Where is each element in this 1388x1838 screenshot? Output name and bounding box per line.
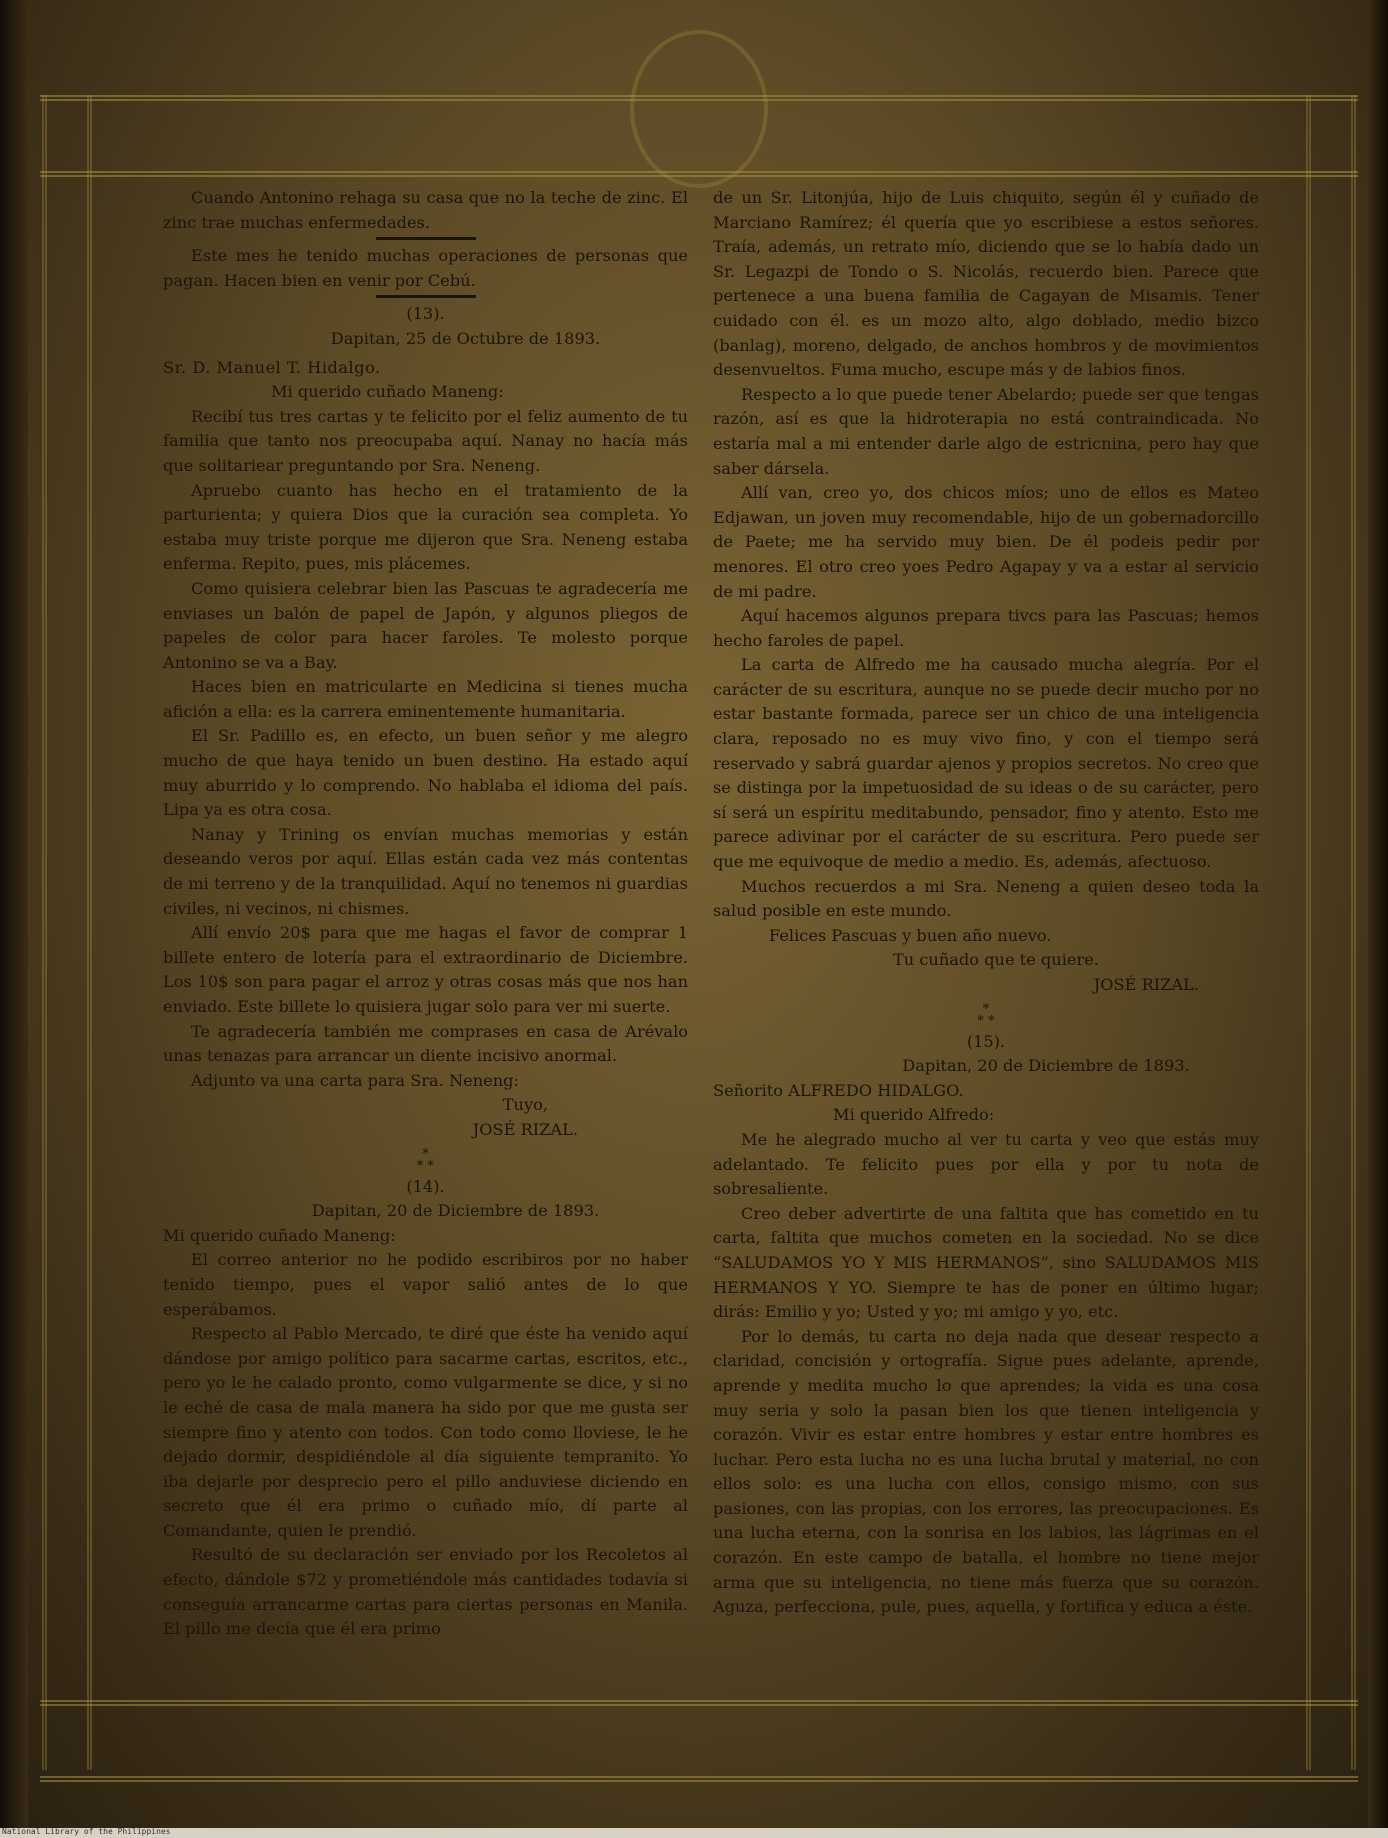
letter-paragraph: Muchos recuerdos a mi Sra. Neneng a quien deseo toda la salud posible en este mundo. (713, 876, 1259, 921)
letter-addressee: Sr. D. Manuel T. Hidalgo. (163, 357, 381, 377)
footer-strip (0, 1828, 1388, 1838)
letter-paragraph: Me he alegrado mucho al ver tu carta y veo que estás muy adelantado. Te felicito pues por ella y por tu nota de sobresaliente. (713, 1129, 1259, 1199)
letter-number: (14). (406, 1176, 445, 1196)
letter-paragraph: Creo deber advertirte de una faltita que has cometido en tu carta, faltita que muchos cometen en la sociedad. No se dice “SALUDAMOS YO Y MIS HERMANOS”, sino SALUDAMOS MIS HERMANOS Y YO. Siempre te has de poner en último lugar; dirás: Emilio y yo; Usted y yo; mi amigo y yo, etc. (713, 1203, 1259, 1322)
letter-paragraph: La carta de Alfredo me ha causado mucha alegría. Por el carácter de su escritura, aunque no se puede decir mucho por no estar bastante formada, parece ser un chico de una inteligencia clara, reposado no es muy vivo fino, y con el tiempo será reservado y sabrá guardar ajenos y propios secretos. No creo que se distinga por la impetuosidad de su ideas o de su carácter, pero sí será un espíritu meditabundo, pensador, fino y atento. Esto me parece adivinar por el carácter de su escritura. Pero puede ser que me equivoque de medio a medio. Es, además, afectuoso. (713, 655, 1259, 872)
letter-paragraph: Como quisiera celebrar bien las Pascuas te agradecería me enviases un balón de papel de Japón, y algunos pliegos de papeles de color para hacer faroles. Te molesto porque Antonino se va a Bay. (163, 578, 688, 672)
letter-paragraph: Te agradecería también me comprases en casa de Arévalo unas tenazas para arrancar un diente incisivo anormal. (163, 1021, 688, 1066)
left-column (163, 186, 688, 1642)
letter-addressee: Señorito ALFREDO HIDALGO. (713, 1080, 964, 1100)
letter-paragraph: Adjunto va una carta para Sra. Neneng: (191, 1070, 519, 1090)
letter-paragraph: Haces bien en matricularte en Medicina si tienes mucha afición a ella: es la carrera eminentemente humanitaria. (163, 677, 688, 721)
letter-paragraph: Allí van, creo yo, dos chicos míos; uno de ellos es Mateo Edjawan, un joven muy recomendable, hijo de un gobernadorcillo de Paete; me ha servido muy bien. De él podeis pedir por menores. El otro creo yoes Pedro Agapay y va a estar al servicio de mi padre. (713, 483, 1259, 601)
letter-paragraph: Respecto al Pablo Mercado, te diré que éste ha venido aquí dándose por amigo político para sacarme cartas, escritos, etc., pero yo le he calado pronto, como vulgarmente se dice, y si no le eché de casa de mala manera ha sido por que me gusta ser siempre fino y atento con todos. Con todo como lloviese, le he dejado dormir, despidiéndole al día siguiente tempranito. Yo iba dejarle por desprecio pero el pillo anduviese diciendo en secreto que él era primo o cuñado mío, dí parte al Comandante, quien le prendió. (163, 1324, 688, 1540)
letter-paragraph: Apruebo cuanto has hecho en el tratamiento de la parturienta; y quiera Dios que la curación sea completa. Yo estaba muy triste porque me dijeron que Sra. Neneng estaba enferma. Repito, pues, mis plácemes. (163, 480, 688, 574)
letter-paragraph: Nanay y Trining os envían muchas memorias y están deseando veros por aquí. Ellas están cada vez más contentas de mi terreno y de la tranquilidad. Aquí no tenemos ni guardias civiles, ni vecinos, ni chismes. (163, 824, 688, 918)
letter-closing: Tuyo, (502, 1095, 548, 1115)
letter-signature: JOSÉ RIZAL. (1093, 975, 1199, 994)
section-stars: * * * (977, 1001, 995, 1029)
letter-continuation: de un Sr. Litonjúa, hijo de Luis chiquito, según él y cuñado de Marciano Ramírez; él quería que yo escribiese a estos señores. Traía, además, un retrato mío, diciendo que se lo había dado un Sr. Legazpi de Tondo o S. Nicolás, recuerdo bien. Parece que pertenece a una buena familia de Cagayan de Misamis. Tener cuidado con él. es un mozo alto, algo doblado, medio bizco (banlag), moreno, delgado, de anchos hombros y de movimientos desenvueltos. Fuma mucho, escupe más y de labios finos. (713, 188, 1259, 380)
letter-paragraph: Por lo demás, tu carta no deja nada que desear respecto a claridad, concisión y ortografía. Sigue pues adelante, aprende, aprende y medita mucho lo que aprendes; la vida es una cosa muy seria y solo la pasan bien los que tienen inteligencia y corazón. Vivir es estar entre hombres y estar entre hombres es luchar. Pero esta lucha no es una lucha brutal y material, no con ellos solo: es una lucha con ellos, consigo mismo, con sus pasiones, con las propias, con los errores, las preocupaciones. Es una lucha eterna, con la sonrisa en los labios, las lágrimas en el corazón. En este campo de batalla, el hombre no tiene mejor arma que su inteligencia, no tiene más fuerza que su corazón. Aguza, perfecciona, pule, pues, aquella, y fortifica y educa a éste. (713, 1326, 1259, 1617)
letter-signature: JOSÉ RIZAL. (472, 1119, 578, 1139)
letter-paragraph: El correo anterior no he podido escribiros por no haber tenido tiempo, pues el vapor salió antes de lo que esperábamos. (163, 1250, 688, 1319)
letter-paragraph: Aquí hacemos algunos prepara tivcs para las Pascuas; hemos hecho faroles de papel. (713, 606, 1259, 650)
divider-rule (376, 237, 476, 240)
letter-paragraph: Allí envío 20$ para que me hagas el favor de comprar 1 billete entero de lotería para el extraordinario de Diciembre. Los 10$ son para pagar el arroz y otras cosas más que nos han enviado. Este billete lo quisiera jugar solo para ver mi suerte. (163, 923, 688, 1016)
letter-paragraph: El Sr. Padillo es, en efecto, un buen señor y me alegro mucho de que haya tenido un buen destino. Ha estado aquí muy aburrido y lo comprendo. No hablaba el idioma del país. Lipa ya es otra cosa. (163, 726, 688, 820)
page-edge-left (0, 0, 28, 1838)
divider-rule (376, 295, 476, 298)
letter-date: Dapitan, 25 de Octubre de 1893. (330, 328, 601, 348)
letter-date: Dapitan, 20 de Diciembre de 1893. (902, 1056, 1190, 1076)
letter-date: Dapitan, 20 de Diciembre de 1893. (311, 1201, 600, 1221)
letter-number: (13). (406, 304, 445, 324)
source-note: National Library of the Philippines (2, 1827, 171, 1836)
paragraph-zinc: Cuando Antonino rehaga su casa que no la teche de zinc. El zinc trae muchas enfermedades. (163, 188, 688, 232)
letter-greeting: Mi querido cuñado Maneng: (271, 382, 504, 402)
letter-paragraph: Resultó de su declaración ser enviado por los Recoletos al efecto, dándole $72 y prometiéndole más cantidades todavía si conseguía arrancarme cartas para ciertas personas en Manila. El pillo me decía que él era primo (163, 1545, 688, 1639)
paragraph-operations: Este mes he tenido muchas operaciones de personas que pagan. Hacen bien en venir por Cebú. (163, 246, 688, 290)
letter-closing: Felices Pascuas y buen año nuevo. (769, 925, 1052, 945)
decorative-border-bottom (40, 1700, 1358, 1782)
decorative-border-top (40, 95, 1358, 177)
letter-paragraph: Recibí tus tres cartas y te felicito por el feliz aumento de tu familia que tanto nos preocupaba aquí. Nanay no hacía más que solitariear preguntando por Sra. Neneng. (163, 406, 688, 475)
decorative-border-right (1306, 95, 1356, 1770)
page-edge-right (1368, 0, 1388, 1838)
letter-greeting: Mi querido cuñado Maneng: (163, 1225, 396, 1245)
letter-paragraph: Respecto a lo que puede tener Abelardo; puede ser que tengas razón, así es que la hidroterapia no está contraindicada. No estaría mal a mi entender darle algo de estricnina, pero hay que saber dársela. (713, 384, 1259, 478)
section-stars: * * * (416, 1146, 435, 1174)
decorative-border-left (42, 95, 92, 1770)
right-column (713, 186, 1259, 1620)
letter-closing: Tu cuñado que te quiere. (893, 950, 1099, 970)
letter-greeting: Mi querido Alfredo: (833, 1105, 995, 1125)
letter-number: (15). (966, 1031, 1006, 1051)
